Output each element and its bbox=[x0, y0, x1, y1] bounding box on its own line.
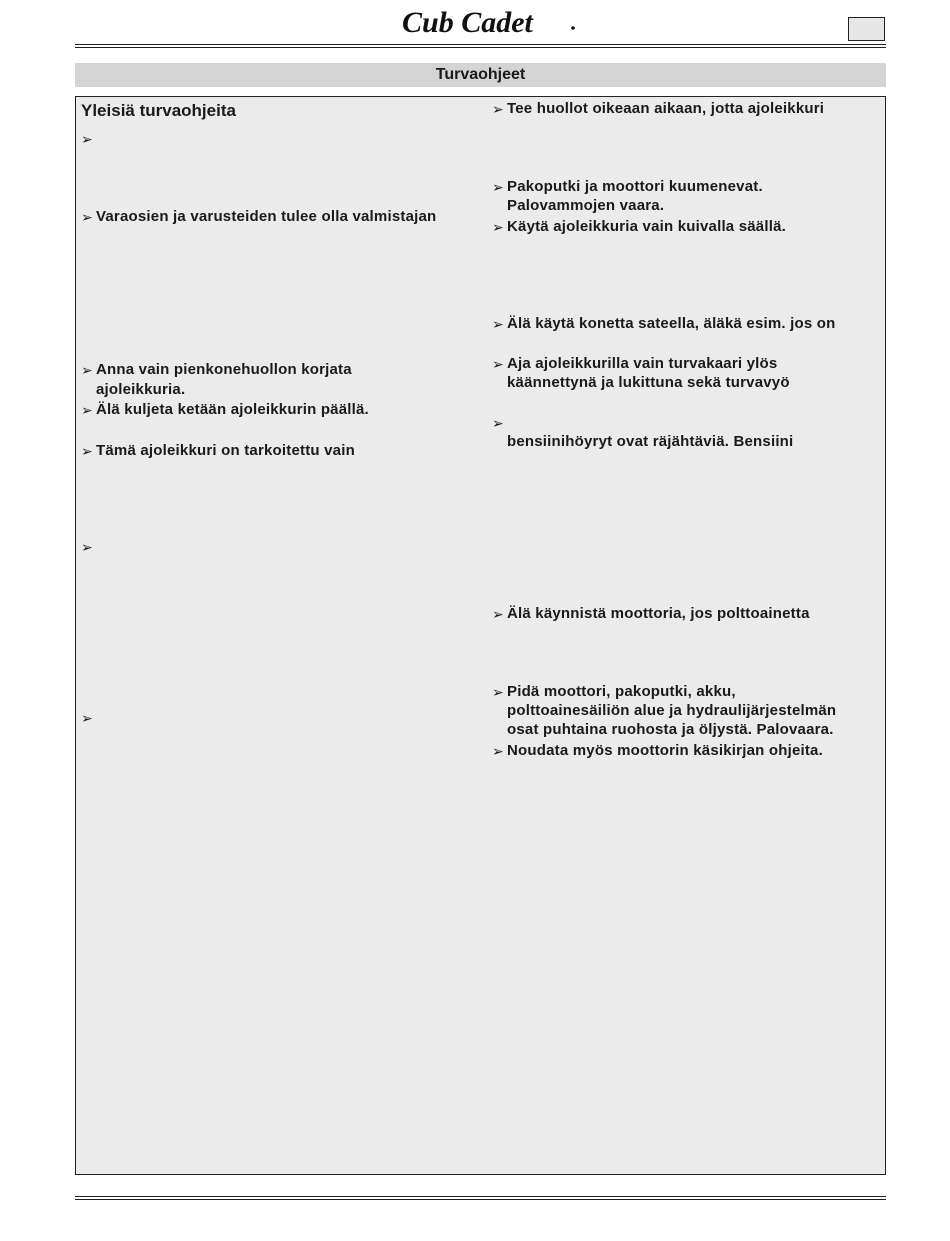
bullet-arrow-icon: ➢ bbox=[492, 743, 504, 759]
bullet-arrow-icon: ➢ bbox=[492, 415, 504, 431]
item-text: Älä kuljeta ketään ajoleikkurin päällä. bbox=[96, 401, 369, 418]
content-panel bbox=[75, 96, 886, 1175]
item-text: Käytä ajoleikkuria vain kuivalla säällä. bbox=[507, 218, 786, 235]
item-text: Pidä moottori, pakoputki, akku, bbox=[507, 683, 736, 700]
item-text: Varaosien ja varusteiden tulee olla valmistajan bbox=[96, 208, 437, 225]
item-text-line-2: käännettynä ja lukittuna sekä turvavyö bbox=[507, 374, 790, 391]
general-safety-heading: Yleisiä turvaohjeita bbox=[81, 101, 236, 120]
bullet-arrow-icon: ➢ bbox=[492, 316, 504, 332]
bullet-arrow-icon: ➢ bbox=[492, 356, 504, 372]
item-text: Tämä ajoleikkuri on tarkoitettu vain bbox=[96, 442, 355, 459]
brand-wordmark: Cub Cadet bbox=[402, 6, 533, 39]
bullet-arrow-icon: ➢ bbox=[81, 402, 93, 418]
item-text-line-3: osat puhtaina ruohosta ja öljystä. Palovaara. bbox=[507, 721, 834, 738]
section-title: Turvaohjeet bbox=[435, 66, 526, 83]
header-rule-bottom bbox=[75, 47, 886, 48]
bullet-arrow-icon: ➢ bbox=[81, 131, 93, 147]
cub-cadet-logo bbox=[398, 2, 588, 40]
section-title-bar bbox=[75, 63, 886, 87]
item-text-line-2: polttoainesäiliön alue ja hydraulijärjestelmän bbox=[507, 702, 837, 719]
footer-rule-top bbox=[75, 1196, 886, 1197]
page-number-box bbox=[848, 17, 885, 41]
footer-rule-bottom bbox=[75, 1199, 886, 1200]
item-text: Pakoputki ja moottori kuumenevat. bbox=[507, 178, 763, 195]
header-rule-top bbox=[75, 44, 886, 45]
item-text: Noudata myös moottorin käsikirjan ohjeita. bbox=[507, 742, 823, 759]
item-text-line-2: bensiinihöyryt ovat räjähtäviä. Bensiini bbox=[507, 433, 794, 450]
item-text: Älä käytä konetta sateella, äläkä esim. jos on bbox=[507, 315, 836, 332]
bullet-arrow-icon: ➢ bbox=[81, 362, 93, 378]
bullet-arrow-icon: ➢ bbox=[492, 606, 504, 622]
bullet-arrow-icon: ➢ bbox=[81, 710, 93, 726]
item-text: Aja ajoleikkurilla vain turvakaari ylös bbox=[507, 355, 778, 372]
item-text-line-2: ajoleikkuria. bbox=[96, 381, 186, 398]
bullet-arrow-icon: ➢ bbox=[492, 179, 504, 195]
bullet-arrow-icon: ➢ bbox=[81, 539, 93, 555]
item-text-line-2: Palovammojen vaara. bbox=[507, 197, 665, 214]
item-text: Älä käynnistä moottoria, jos polttoainetta bbox=[507, 605, 810, 622]
bullet-arrow-icon: ➢ bbox=[492, 684, 504, 700]
bullet-arrow-icon: ➢ bbox=[81, 443, 93, 459]
bullet-arrow-icon: ➢ bbox=[492, 219, 504, 235]
bullet-arrow-icon: ➢ bbox=[81, 209, 93, 225]
bullet-arrow-icon: ➢ bbox=[492, 101, 504, 117]
item-text: Anna vain pienkonehuollon korjata bbox=[96, 361, 352, 378]
item-text: Tee huollot oikeaan aikaan, jotta ajoleikkuri bbox=[507, 100, 825, 117]
